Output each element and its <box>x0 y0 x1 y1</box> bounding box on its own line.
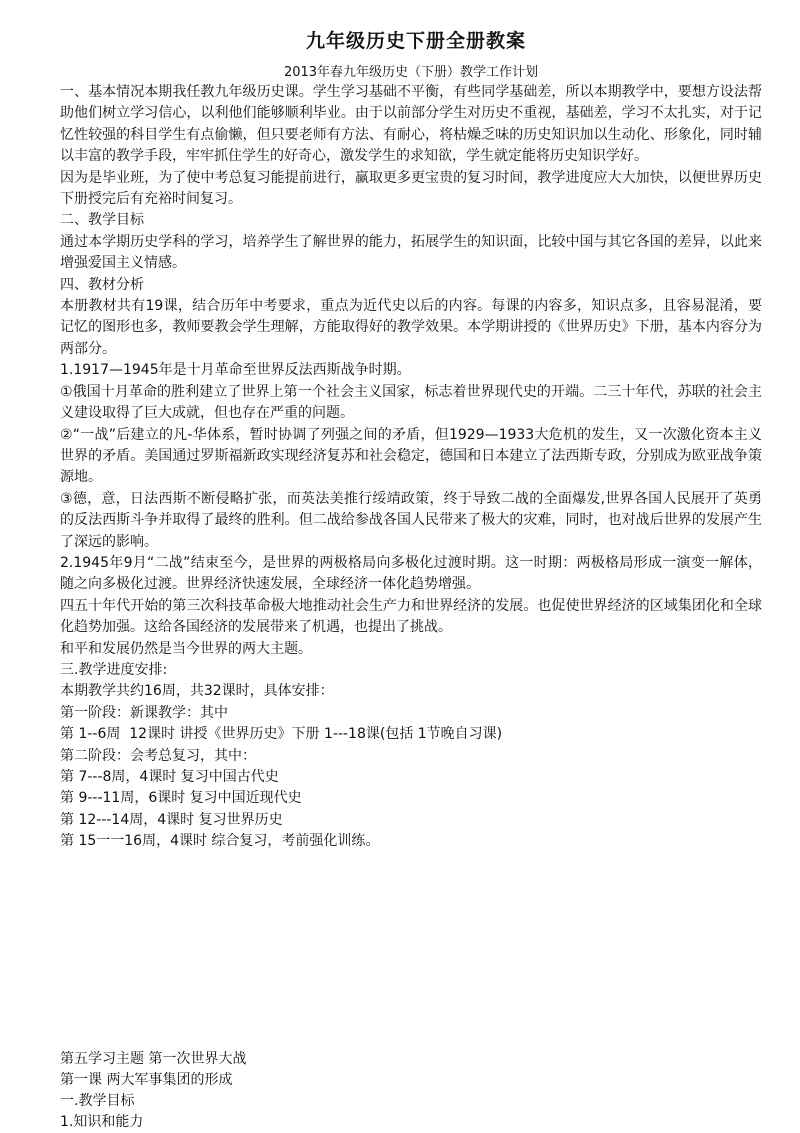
section-heading: 三.教学进度安排: <box>60 661 168 678</box>
blank-space <box>60 853 762 1049</box>
schedule-line: 第 9---11周，6课时 复习中国近现代史 <box>60 790 302 807</box>
paragraph: 四五十年代开始的第三次科技革命极大地推动社会生产力和世界经济的发展。也促使世界经济的区域集团化和全球化趋势加强。这给各国经济的发展带来了机遇，也提出了挑战。 <box>60 597 762 636</box>
paragraph: 1.1917—1945年是十月革命至世界反法西斯战争时期。 <box>60 362 411 379</box>
schedule-line: 第 1--6周 12课时 讲授《世界历史》下册 1---18课(包括 1节晚自习课) <box>60 726 503 743</box>
document-subtitle: 2013年春九年级历史（下册）教学工作计划 <box>283 65 539 80</box>
section-heading: 四、教材分析 <box>60 276 144 293</box>
list-item: 1.知识和能力 <box>60 1113 144 1130</box>
paragraph: 本册教材共有19课，结合历年中考要求，重点为近代史以后的内容。每课的内容多，知识点多，且容易混淆，要记忆的图形也多，教师要教会学生理解，方能取得好的教学效果。本学期讲授的《世界历史》下册，基本内容分为两部分。 <box>60 298 762 357</box>
paragraph: 因为是毕业班，为了使中考总复习能提前进行，赢取更多更宝贵的复习时间，教学进度应大大加快，以便世界历史下册授完后有充裕时间复习。 <box>60 169 762 208</box>
paragraph: 和平和发展仍然是当今世界的两大主题。 <box>60 640 312 657</box>
schedule-line: 第二阶段：会考总复习，其中： <box>60 747 256 764</box>
schedule-line: 第 15一一16周，4课时 综合复习，考前强化训练。 <box>60 833 380 850</box>
section-textbook-analysis <box>60 275 762 660</box>
schedule-line: 第一阶段：新课教学：其中 <box>60 704 228 721</box>
document-title: 九年级历史下册全册教案 <box>305 30 526 52</box>
schedule-line: 本期教学共约16周，共32课时，具体安排： <box>60 683 334 700</box>
paragraph: 通过本学期历史学科的学习，培养学生了解世界的能力，拓展学生的知识面，比较中国与其它各国的差异，以此来增强爱国主义情感。 <box>60 233 762 272</box>
section-heading: 二、教学目标 <box>60 212 144 229</box>
section-teaching-goals <box>60 210 762 274</box>
paragraph: ①俄国十月革命的胜利建立了世界上第一个社会主义国家，标志着世界现代史的开端。二三十年代，苏联的社会主义建设取得了巨大成就，但也存在严重的问题。 <box>60 383 762 422</box>
lesson-section <box>60 1049 762 1133</box>
lesson-theme: 第五学习主题 第一次世界大战 <box>60 1050 247 1067</box>
paragraph: ②“一战”后建立的凡-华体系，暂时协调了列强之间的矛盾，但1929—1933大危机的发生，又一次激化资本主义世界的矛盾。美国通过罗斯福新政实现经济复苏和社会稳定，德国和日本建立了法西斯专政，分别成为欧亚战争策源地。 <box>60 426 762 486</box>
paragraph: ③德，意，日法西斯不断侵略扩张，而英法美推行绥靖政策，终于导致二战的全面爆发,世界各国人民展开了英勇的反法西斯斗争并取得了最终的胜利。但二战给参战各国人民带来了极大的灾难，同时，也对战后世界的发展产生了深远的影响。 <box>60 490 762 550</box>
schedule-line: 第 12---14周，4课时 复习世界历史 <box>60 811 283 828</box>
section-basic-info <box>60 82 762 210</box>
section-schedule <box>60 660 762 853</box>
paragraph: 一、基本情况本期我任教九年级历史课。学生学习基础不平衡，有些同学基础差，所以本期教学中，要想方设法帮助他们树立学习信心，以利他们能够顺利毕业。由于以前部分学生对历史不重视，基础差，学习不太扎实，对于记忆性较强的科目学生有点偷懒，但只要老师有方法、有耐心，将枯燥乏味的历史知识加以生动化、形象化，同时辅以丰富的教学手段，牢牢抓住学生的好奇心，激发学生的求知欲，学生就定能将历史知识学好。 <box>60 84 762 165</box>
lesson-title: 第一课 两大军事集团的形成 <box>60 1071 233 1088</box>
section-heading: 一.教学目标 <box>60 1092 135 1109</box>
schedule-line: 第 7---8周，4课时 复习中国古代史 <box>60 769 279 785</box>
paragraph: 2.1945年9月“二战”结束至今，是世界的两极格局向多极化过渡时期。这一时期：两极格局形成一演变一解体，随之向多极化过渡。世界经济快速发展，全球经济一体化趋势增强。 <box>60 554 762 593</box>
